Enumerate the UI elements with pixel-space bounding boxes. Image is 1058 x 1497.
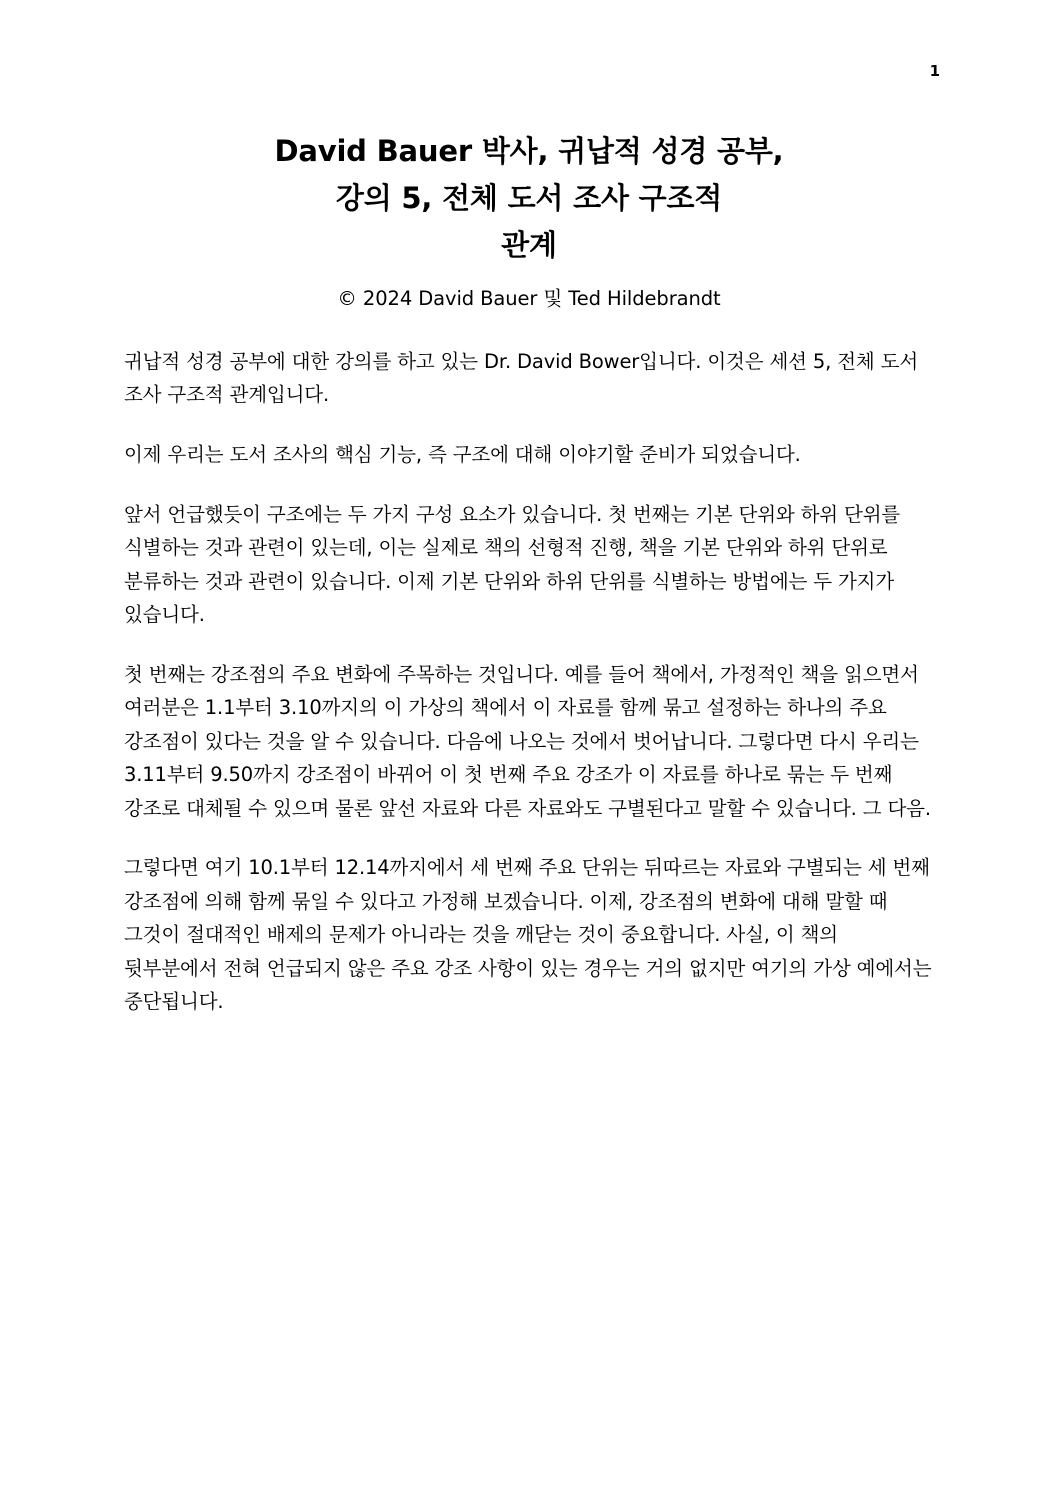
body-paragraph: 앞서 언급했듯이 구조에는 두 가지 구성 요소가 있습니다. 첫 번째는 기본 단위와 하위 단위를 식별하는 것과 관련이 있는데, 이는 실제로 책의 선형적 진행, 책을 기본 단위와 하위 단위로 분류하는 것과 관련이 있습니다. 이제 기본 단위와 하위 단위를 식별하는 방법에는 두 가지가 있습니다.: [124, 502, 901, 627]
body-paragraph: 이제 우리는 도서 조사의 핵심 기능, 즉 구조에 대해 이야기할 준비가 되었습니다.: [124, 442, 801, 466]
page-number: 1: [929, 62, 940, 80]
body-paragraph: 그렇다면 여기 10.1부터 12.14까지에서 세 번째 주요 단위는 뒤따르는 자료와 구별되는 세 번째 강조점에 의해 함께 묶일 수 있다고 가정해 보겠습니다. 이제, 강조점의 변화에 대해 말할 때 그것이 절대적인 배제의 문제가 아니라는 것을 깨닫는 것이 중요합니다. 사실, 이 책의 뒷부분에서 전혀 언급되지 않은 주요 강조 사항이 있는 경우는 거의 없지만 여기의 가상 예에서는 중단됩니다.: [124, 856, 932, 1014]
title-line-1: David Bauer 박사, 귀납적 성경 공부,: [274, 134, 784, 168]
page-title: [124, 128, 934, 269]
title-line-3: 관계: [501, 227, 557, 262]
copyright-notice: © 2024 David Bauer 및 Ted Hildebrandt: [337, 286, 721, 310]
body-paragraph: 첫 번째는 강조점의 주요 변화에 주목하는 것입니다. 예를 들어 책에서, 가정적인 책을 읽으면서 여러분은 1.1부터 3.10까지의 이 가상의 책에서 이 자료를 함께 묶고 설정하는 하나의 주요 강조점이 있다는 것을 알 수 있습니다. 다음에 나오는 것에서 벗어납니다. 그렇다면 다시 우리는 3.11부터 9.50까지 강조점이 바뀌어 이 첫 번째 주요 강조가 이 자료를 하나로 묶는 두 번째 강조로 대체될 수 있으며 물론 앞선 자료와 다른 자료와도 구별된다고 말할 수 있습니다. 그 다음.: [124, 662, 931, 820]
body-paragraph: 귀납적 성경 공부에 대한 강의를 하고 있는 Dr. David Bower입니다. 이것은 세션 5, 전체 도서 조사 구조적 관계입니다.: [124, 349, 919, 407]
document-content: [124, 128, 934, 1019]
title-line-2: 강의 5, 전체 도서 조사 구조적: [335, 180, 723, 215]
